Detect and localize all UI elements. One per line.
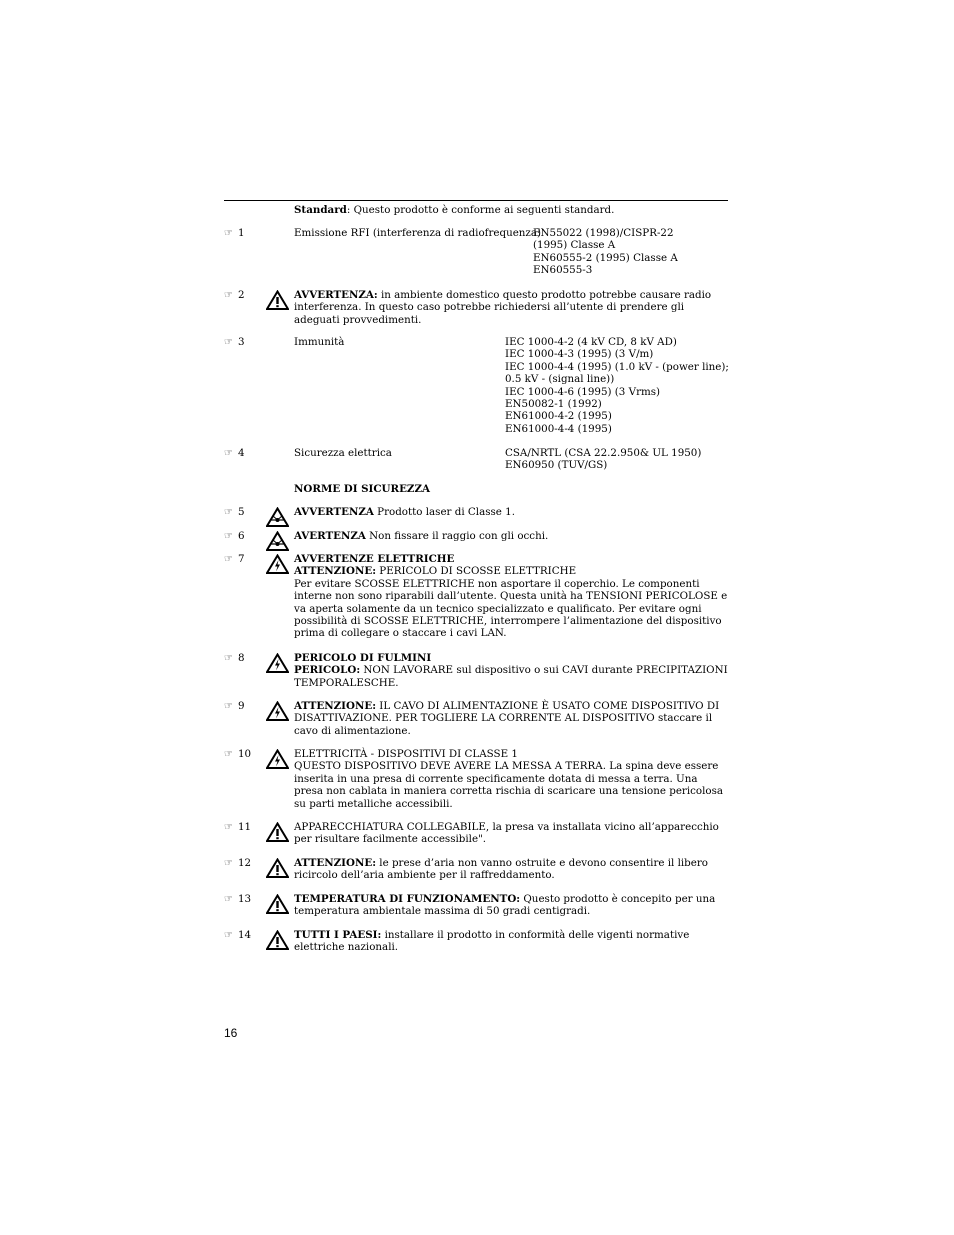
pointing-hand-icon: ☞ xyxy=(224,858,233,869)
item-number: ☞ 7 xyxy=(224,553,245,565)
item-label: Sicurezza elettrica xyxy=(294,447,392,459)
standard-label: Standard xyxy=(294,204,347,216)
item-values: CSA/NRTL (CSA 22.2.950& UL 1950) EN60950 (TUV/GS) xyxy=(505,447,702,472)
warning-icon xyxy=(266,822,289,842)
item-number: ☞ 3 xyxy=(224,336,245,348)
pointing-hand-icon: ☞ xyxy=(224,507,233,518)
warning-icon xyxy=(266,930,289,950)
item-number: ☞ 8 xyxy=(224,652,245,664)
item-values: EN55022 (1998)/CISPR-22 (1995) Classe A EN60555-2 (1995) Classe A EN60555-3 xyxy=(533,227,678,277)
electric-hazard-icon xyxy=(266,554,289,574)
warning-icon xyxy=(266,894,289,914)
top-rule xyxy=(224,200,728,201)
page-number: 16 xyxy=(224,1026,238,1040)
item-number: ☞ 14 xyxy=(224,929,252,941)
pointing-hand-icon: ☞ xyxy=(224,749,233,760)
item-number: ☞ 12 xyxy=(224,857,252,869)
item-number: ☞ 6 xyxy=(224,530,245,542)
item-number: ☞ 5 xyxy=(224,506,245,518)
electric-hazard-icon xyxy=(266,749,289,769)
item-number: ☞ 10 xyxy=(224,748,252,760)
laser-warning-icon xyxy=(266,531,289,551)
document-page: Standard: Questo prodotto è conforme ai seguenti standard. ☞ 1 Emissione RFI (interferenza di radiofrequenza) EN55022 (1998)/CISPR-22 (1995) Classe A EN60555-2 (1995) Classe A EN60555-3 ☞ 2 AVVERTENZA: in ambiente domestico questo prodotto potrebbe causare radio interferenza. In questo caso potrebbe richiedersi all’utente di prendere gli adeguati provvedimenti. ☞ 3 Immunità IEC 1000-4-2 (4 kV CD, 8 kV AD) IEC 1000-4-3 (1995) (3 V/m) IEC 1000-4-4 (1995) (1.0 kV - (power line); 0.5 kV - (signal line)) IEC 1000-4-6 (1995) (3 Vrms) EN50082-1 (1992) EN61000-4-2 (1995) EN61000-4-4 (1995) ☞ 4 Sicurezza elettrica CSA/NRTL (CSA 22.2.950& UL 1950) EN60950 (TUV/GS) NORME DI SICUREZZA ☞ 5 AVVERTENZA Prodotto laser di Classe 1. ☞ 6 AVERTENZA Non fissare il raggio con gli occhi. ☞ 7 AVVERTENZE ELETTRICHE ATTENZIONE: PERICOLO DI SCOSSE ELETTRICHE Per evitare SCOSSE ELETTRICHE non asportare il coperchio. Le componenti interne non sono riparabili dall’utente. Questa unità ha TENSIONI PERICOLOSE e va aperta solamente da un tecnico specializzato e qualificato. Per evitare ogni possibilità di SCOSSE ELETTRICHE, interrompere l’alimentazione del dispositivo prima di collegare o staccare i cavi LAN. ☞ 8 PERICOLO DI FULMINI PERICOLO: NON LAVORARE sul dispositivo o sui CAVI durante PRECIPITAZIONI TEMPORALESCHE. ☞ 9 ATTENZIONE: IL CAVO DI ALIMENTAZIONE È USATO COME DISPOSITIVO DI DISATTIVAZIONE. PER TOGLIERE LA CORRENTE AL DISPOSITIVO staccare il cavo di alimentazione. ☞ 10 ELETTRICITÀ - DISPOSITIVI DI CLASSE 1 QUESTO DISPOSITIVO DEVE AVERE LA MESSA A TERRA. La spina deve essere inserita in una presa di corrente specificamente dotata di messa a terra. Una presa non cablata in maniera corretta rischia di scaricare una tensione pericolosa su parti metalliche accessibili. ☞ 11 APPARECCHIATURA COLLEGABILE, la presa va installata vicino all’apparecchio per risultare facilmente accessibile". ☞ 12 ATTENZIONE: le prese d’aria non vanno ostruite e devono consentire il libero ricircolo dell’aria ambiente per il raffreddamento. ☞ 13 TEMPERATURA DI FUNZIONAMENTO: Questo prodotto è concepito per una temperatura ambientale massima di 50 gradi centigradi. ☞ 14 TUTTI I PAESI: installare il prodotto in conformità delle vigenti normative elettriche nazionali. 16 xyxy=(0,0,954,1235)
pointing-hand-icon: ☞ xyxy=(224,894,233,905)
pointing-hand-icon: ☞ xyxy=(224,290,233,301)
item-values: IEC 1000-4-2 (4 kV CD, 8 kV AD) IEC 1000-4-3 (1995) (3 V/m) IEC 1000-4-4 (1995) (1.0 kV - (power line); 0.5 kV - (signal line)) IEC 1000-4-6 (1995) (3 Vrms) EN50082-1 (1992) EN61000-4-2 (1995) EN61000-4-4 (1995) xyxy=(505,336,729,435)
pointing-hand-icon: ☞ xyxy=(224,554,233,565)
pointing-hand-icon: ☞ xyxy=(224,337,233,348)
electric-hazard-icon xyxy=(266,701,289,721)
pointing-hand-icon: ☞ xyxy=(224,822,233,833)
pointing-hand-icon: ☞ xyxy=(224,930,233,941)
warning-icon xyxy=(266,858,289,878)
laser-warning-icon xyxy=(266,507,289,527)
item-label: Emissione RFI (interferenza di radiofrequenza) xyxy=(294,227,542,239)
pointing-hand-icon: ☞ xyxy=(224,448,233,459)
item-number: ☞ 11 xyxy=(224,821,252,833)
item-number: ☞ 4 xyxy=(224,447,245,459)
item-label: Immunità xyxy=(294,336,345,348)
pointing-hand-icon: ☞ xyxy=(224,701,233,712)
item-number: ☞ 9 xyxy=(224,700,245,712)
pointing-hand-icon: ☞ xyxy=(224,228,233,239)
item-number: ☞ 1 xyxy=(224,227,245,239)
item-number: ☞ 13 xyxy=(224,893,252,905)
pointing-hand-icon: ☞ xyxy=(224,531,233,542)
warning-icon xyxy=(266,290,289,310)
electric-hazard-icon xyxy=(266,653,289,673)
standard-text: : Questo prodotto è conforme ai seguenti standard. xyxy=(346,204,615,216)
pointing-hand-icon: ☞ xyxy=(224,653,233,664)
item-number: ☞ 2 xyxy=(224,289,245,301)
